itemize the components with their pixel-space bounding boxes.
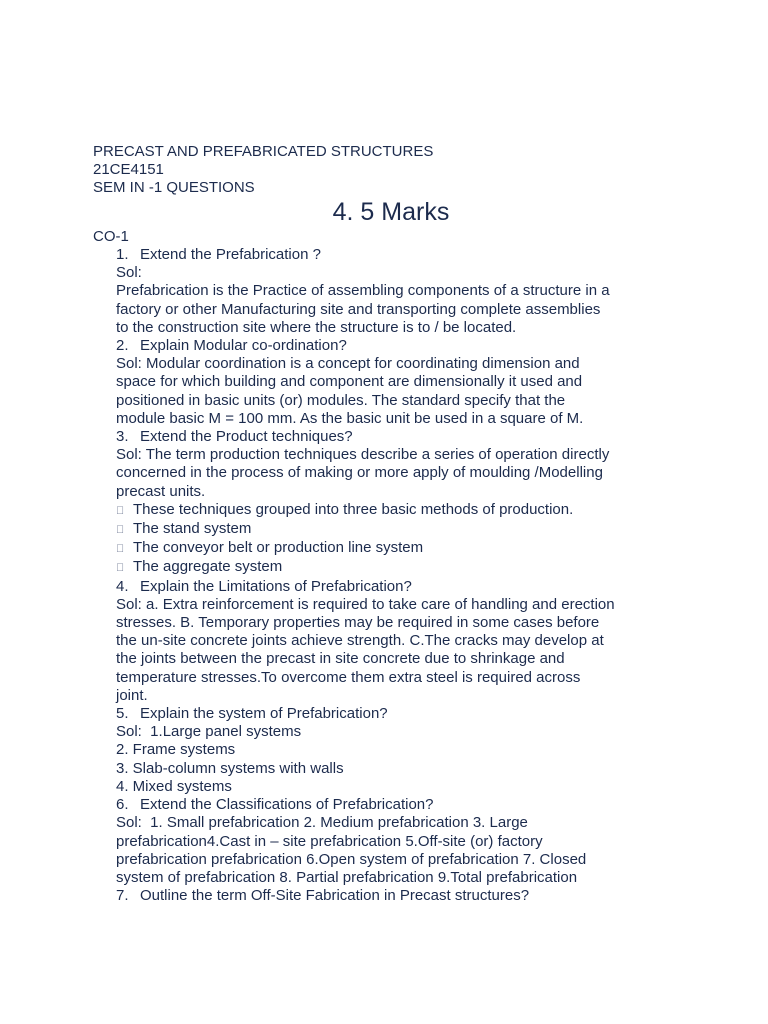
question-number: 3. [116, 428, 129, 446]
line-text: Sol: a. Extra reinforcement is required to take care of handling and erection [116, 595, 615, 613]
line-text: joint. [116, 686, 148, 704]
question-number: 7. [116, 887, 129, 905]
question-number: 5. [116, 705, 129, 723]
course-title: PRECAST AND PREFABRICATED STRUCTURES [93, 143, 434, 160]
line-text: Explain Modular co-ordination? [140, 337, 347, 355]
answer-line [116, 483, 686, 501]
line-text: space for which building and component are dimensionally it used and [116, 373, 583, 391]
answer-line [116, 464, 686, 482]
line-text: Sol: The term production techniques describe a series of operation directly [116, 446, 610, 464]
answer-line [116, 851, 686, 869]
answer-line [116, 355, 686, 373]
line-text: factory or other Manufacturing site and transporting complete assemblies [116, 300, 601, 318]
answer-line [116, 723, 686, 741]
answer-line [116, 814, 686, 832]
line-text: Extend the Prefabrication ? [140, 246, 321, 263]
line-text: 2. Frame systems [116, 741, 236, 759]
line-text: The aggregate system [133, 558, 283, 576]
line-text: The conveyor belt or production line system [133, 539, 424, 557]
answer-line [116, 373, 686, 391]
line-text: Outline the term Off-Site Fabrication in Precast structures? [140, 887, 530, 905]
line-text: module basic M = 100 mm. As the basic unit be used in a square of M. [116, 409, 584, 427]
answer-line [116, 869, 686, 887]
question-line [116, 796, 686, 814]
answer-line [116, 650, 686, 668]
question-line [116, 428, 686, 446]
line-text: 4. Mixed systems [116, 777, 232, 795]
bullet-icon [116, 524, 120, 537]
line-text: precast units. [116, 482, 206, 500]
answer-line [116, 264, 686, 282]
line-text: to the construction site where the structure is to / be located. [116, 318, 517, 336]
line-text: Prefabrication is the Practice of assembling components of a structure in a [116, 282, 610, 300]
line-text: Extend the Classifications of Prefabrication? [140, 796, 434, 814]
line-text: prefabrication prefabrication 6.Open system of prefabrication 7. Closed [116, 850, 587, 868]
answer-line [116, 446, 686, 464]
answer-line [116, 741, 686, 759]
line-text: positioned in basic units (or) modules. The standard specify that the [116, 391, 566, 409]
line-text: Explain the system of Prefabrication? [140, 705, 388, 723]
answer-line [116, 319, 686, 337]
line-text: Extend the Product techniques? [140, 428, 353, 446]
bullet-item [116, 558, 686, 577]
line-text: the joints between the precast in site concrete due to shrinkage and [116, 650, 565, 668]
question-number: 1. [116, 246, 129, 263]
bullet-icon [116, 562, 120, 575]
line-text: prefabrication4.Cast in – site prefabrication 5.Off-site (or) factory [116, 832, 543, 850]
exam-label: SEM IN -1 QUESTIONS [93, 179, 255, 196]
answer-line [116, 833, 686, 851]
section-heading: 4. 5 Marks [332, 198, 450, 226]
co-label: CO-1 [93, 228, 129, 245]
answer-line [116, 614, 686, 632]
questions-body [116, 246, 686, 905]
line-text: The stand system [133, 520, 252, 538]
line-text: concerned in the process of making or more apply of moulding /Modelling [116, 464, 603, 482]
question-line [116, 578, 686, 596]
answer-line [116, 669, 686, 687]
course-code: 21CE4151 [93, 161, 164, 178]
bullet-item [116, 539, 686, 558]
line-text: system of prefabrication 8. Partial prefabrication 9.Total prefabrication [116, 868, 578, 886]
answer-line [116, 778, 686, 796]
question-line [116, 887, 686, 905]
bullet-item [116, 501, 686, 520]
line-text: stresses. B. Temporary properties may be required in some cases before [116, 614, 600, 632]
question-number: 4. [116, 577, 129, 595]
answer-line [116, 760, 686, 778]
question-line [116, 246, 686, 264]
answer-line [116, 632, 686, 650]
question-line [116, 705, 686, 723]
line-text: temperature stresses.To overcome them extra steel is required across [116, 668, 581, 686]
bullet-icon [116, 504, 120, 517]
line-text: Explain the Limitations of Prefabrication? [140, 577, 412, 595]
question-number: 2. [116, 337, 129, 355]
answer-line [116, 687, 686, 705]
answer-line [116, 596, 686, 614]
line-text: Sol: [116, 264, 142, 282]
line-text: Sol: 1. Small prefabrication 2. Medium prefabrication 3. Large [116, 814, 528, 832]
bullet-icon [116, 543, 120, 556]
line-text: 3. Slab-column systems with walls [116, 759, 344, 777]
question-number: 6. [116, 796, 129, 814]
line-text: Sol: Modular coordination is a concept for coordinating dimension and [116, 355, 580, 373]
line-text: Sol: 1.Large panel systems [116, 723, 302, 741]
question-line [116, 337, 686, 355]
bullet-item [116, 520, 686, 539]
line-text: These techniques grouped into three basic methods of production. [133, 500, 574, 518]
answer-line [116, 392, 686, 410]
answer-line [116, 301, 686, 319]
line-text: the un-site concrete joints achieve strength. C.The cracks may develop at [116, 632, 604, 650]
answer-line [116, 410, 686, 428]
answer-line [116, 282, 686, 300]
